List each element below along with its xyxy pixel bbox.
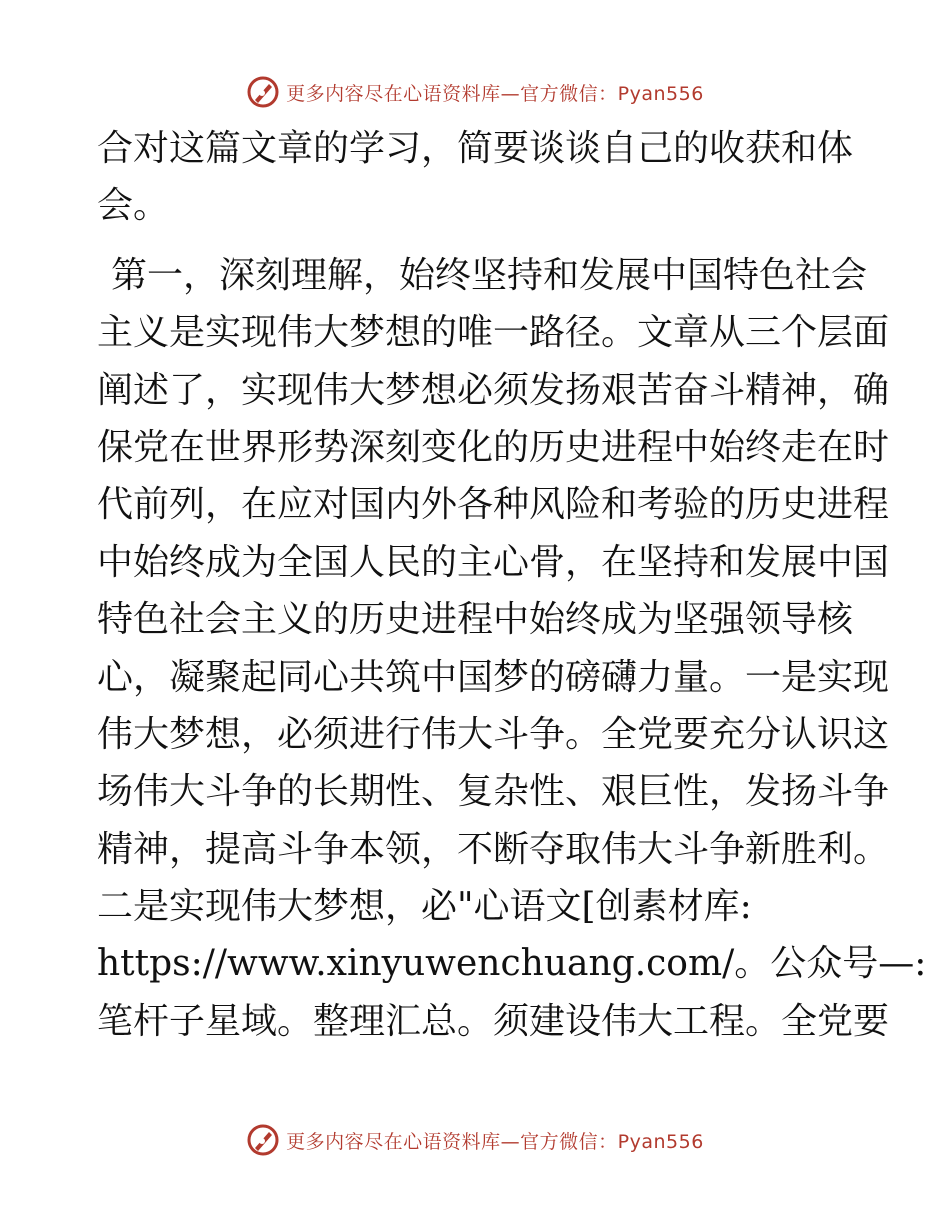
text-line: 第一，深刻理解，始终坚持和发展中国特色社会 bbox=[111, 254, 868, 296]
pen-logo-icon bbox=[246, 1123, 280, 1157]
text-line: 会。 bbox=[97, 185, 170, 227]
watermark-text: 更多内容尽在心语资料库—官方微信：Pyan556 bbox=[286, 82, 704, 105]
text-line: 中始终成为全国人民的主心骨，在坚持和发展中国 bbox=[97, 541, 890, 583]
text-line: 心，凝聚起同心共筑中国梦的磅礴力量。一是实现 bbox=[97, 656, 890, 698]
text-line: https://www.xinyuwenchuang.com/。公众号—: bbox=[97, 943, 927, 985]
text-line: 场伟大斗争的长期性、复杂性、艰巨性，发扬斗争 bbox=[97, 771, 890, 813]
pen-logo-icon bbox=[246, 75, 280, 109]
text-line: 代前列，在应对国内外各种风险和考验的历史进程 bbox=[97, 484, 890, 526]
watermark-text: 更多内容尽在心语资料库—官方微信：Pyan556 bbox=[286, 1130, 704, 1153]
text-line: 精神，提高斗争本领，不断夺取伟大斗争新胜利。 bbox=[97, 828, 890, 870]
text-line: 伟大梦想，必须进行伟大斗争。全党要充分认识这 bbox=[97, 713, 890, 755]
text-line: 笔杆子星域。整理汇总。须建设伟大工程。全党要 bbox=[97, 1000, 890, 1042]
footer-watermark bbox=[0, 1120, 950, 1160]
text-line: 特色社会主义的历史进程中始终成为坚强领导核 bbox=[97, 599, 854, 641]
text-line: 主义是实现伟大梦想的唯一路径。文章从三个层面 bbox=[97, 312, 890, 354]
header-watermark bbox=[0, 72, 950, 112]
text-line: 合对这篇文章的学习，简要谈谈自己的收获和体 bbox=[97, 128, 854, 169]
text-line: 二是实现伟大梦想，必"心语文[创素材库: bbox=[97, 886, 752, 928]
text-line: 保党在世界形势深刻变化的历史进程中始终走在时 bbox=[97, 426, 890, 468]
document-body bbox=[97, 120, 927, 1050]
text-line: 阐述了，实现伟大梦想必须发扬艰苦奋斗精神，确 bbox=[97, 369, 890, 411]
